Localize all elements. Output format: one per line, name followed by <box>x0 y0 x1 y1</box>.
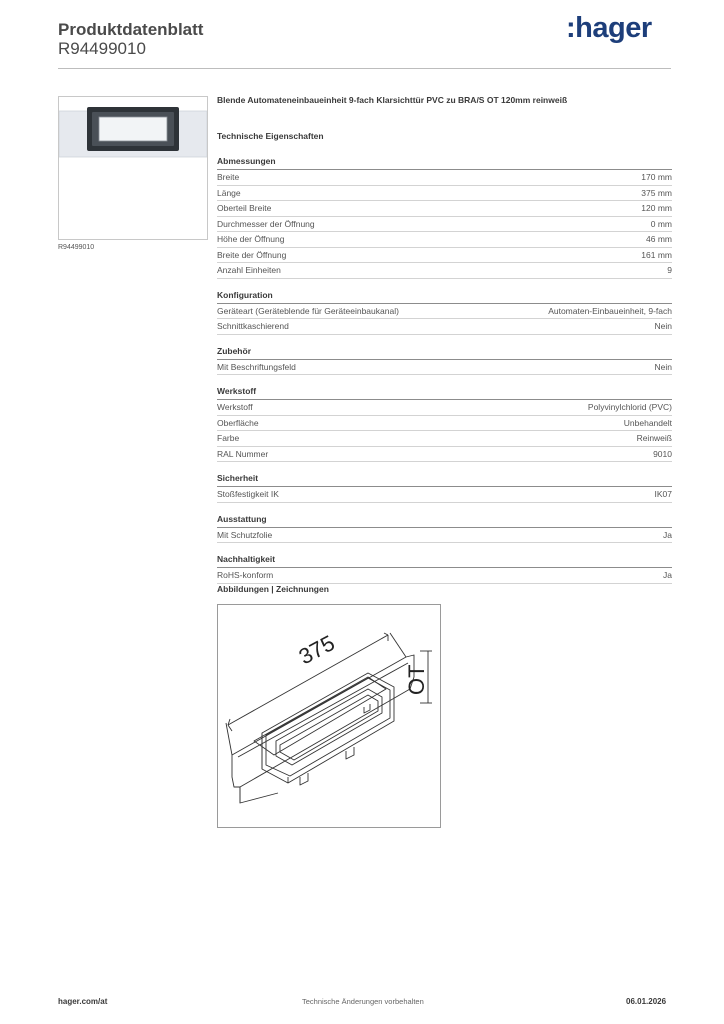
spec-group-title: Zubehör <box>217 346 672 360</box>
technical-drawing-svg <box>218 605 440 827</box>
spec-label: Farbe <box>217 433 240 443</box>
spec-value: Automaten-Einbaueinheit, 9-fach <box>548 305 672 316</box>
spec-value: IK07 <box>654 489 672 499</box>
spec-group-title: Abmessungen <box>217 156 672 170</box>
spec-value: Ja <box>663 570 672 580</box>
spec-row <box>217 186 672 202</box>
spec-value: 161 mm <box>641 249 672 260</box>
spec-group <box>217 290 672 335</box>
spec-row <box>217 248 672 264</box>
spec-label: Breite <box>217 172 240 182</box>
photo-caption: R94499010 <box>58 244 95 251</box>
spec-value: 9010 <box>653 448 672 459</box>
spec-row <box>217 528 672 544</box>
doc-number: R94499010 <box>58 39 146 58</box>
footer-date: 06.01.2026 <box>626 997 667 1006</box>
doc-title: Produktdatenblatt <box>58 20 204 39</box>
spec-group <box>217 156 672 279</box>
spec-row <box>217 170 672 186</box>
spec-tables <box>217 156 672 595</box>
spec-label: Oberteil Breite <box>217 203 272 213</box>
spec-row <box>217 360 672 376</box>
spec-value: 170 mm <box>641 172 672 182</box>
spec-value: 120 mm <box>641 203 672 213</box>
spec-row <box>217 568 672 584</box>
spec-row <box>217 304 672 320</box>
spec-row <box>217 431 672 447</box>
dimension-height-label: OT <box>404 664 429 695</box>
header-divider <box>58 68 671 69</box>
product-photo <box>58 96 208 240</box>
spec-row <box>217 263 672 279</box>
spec-row <box>217 447 672 463</box>
figures-heading: Abbildungen | Zeichnungen <box>217 584 329 594</box>
product-name: Blende Automateneinbaueinheit 9-fach Klarsichttür PVC zu BRA/S OT 120mm reinweiß <box>217 95 568 105</box>
spec-group <box>217 386 672 462</box>
spec-value: Polyvinylchlorid (PVC) <box>587 402 672 412</box>
spec-value: Ja <box>663 529 672 540</box>
spec-label: Breite der Öffnung <box>217 249 287 260</box>
spec-group <box>217 346 672 376</box>
spec-label: Mit Beschriftungsfeld <box>217 361 296 372</box>
spec-label: Geräteart (Geräteblende für Geräteeinbaukanal) <box>217 305 399 316</box>
spec-label: Stoßfestigkeit IK <box>217 489 279 499</box>
spec-label: RAL Nummer <box>217 448 269 459</box>
spec-group <box>217 514 672 544</box>
product-photo-icon <box>59 97 207 239</box>
spec-value: 9 <box>667 265 672 275</box>
spec-value: 0 mm <box>650 218 672 229</box>
spec-value: 375 mm <box>641 187 672 198</box>
spec-group-title: Ausstattung <box>217 514 672 528</box>
spec-label: Schnittkaschierend <box>217 321 289 331</box>
spec-label: Durchmesser der Öffnung <box>217 218 315 229</box>
spec-row <box>217 416 672 432</box>
spec-label: Anzahl Einheiten <box>217 265 281 275</box>
spec-group-title: Nachhaltigkeit <box>217 554 672 568</box>
spec-row <box>217 201 672 217</box>
spec-group <box>217 554 672 584</box>
spec-value: Nein <box>654 321 672 331</box>
spec-value: Reinweiß <box>636 433 672 443</box>
spec-row <box>217 319 672 335</box>
spec-label: Mit Schutzfolie <box>217 529 273 540</box>
spec-row <box>217 232 672 248</box>
spec-group-title: Werkstoff <box>217 386 672 400</box>
spec-value: Nein <box>654 361 672 372</box>
spec-group-title: Sicherheit <box>217 473 672 487</box>
spec-row <box>217 217 672 233</box>
spec-label: Oberfläche <box>217 417 259 428</box>
spec-row <box>217 400 672 416</box>
footer-website[interactable]: hager.com/at <box>58 997 108 1006</box>
spec-label: Länge <box>217 187 241 198</box>
logo-text: hager <box>575 12 652 44</box>
spec-label: RoHS-konform <box>217 570 274 580</box>
dimension-length-label: 375 <box>294 630 339 670</box>
spec-group-title: Konfiguration <box>217 290 672 304</box>
spec-group <box>217 473 672 503</box>
spec-value: Unbehandelt <box>623 417 672 428</box>
hager-logo: :hager <box>566 12 652 44</box>
spec-label: Höhe der Öffnung <box>217 234 285 244</box>
section-heading: Technische Eigenschaften <box>217 131 324 141</box>
footer-disclaimer: Technische Änderungen vorbehalten <box>302 997 424 1006</box>
spec-value: 46 mm <box>646 234 672 244</box>
spec-label: Werkstoff <box>217 402 253 412</box>
technical-drawing <box>217 604 441 828</box>
spec-row <box>217 487 672 503</box>
